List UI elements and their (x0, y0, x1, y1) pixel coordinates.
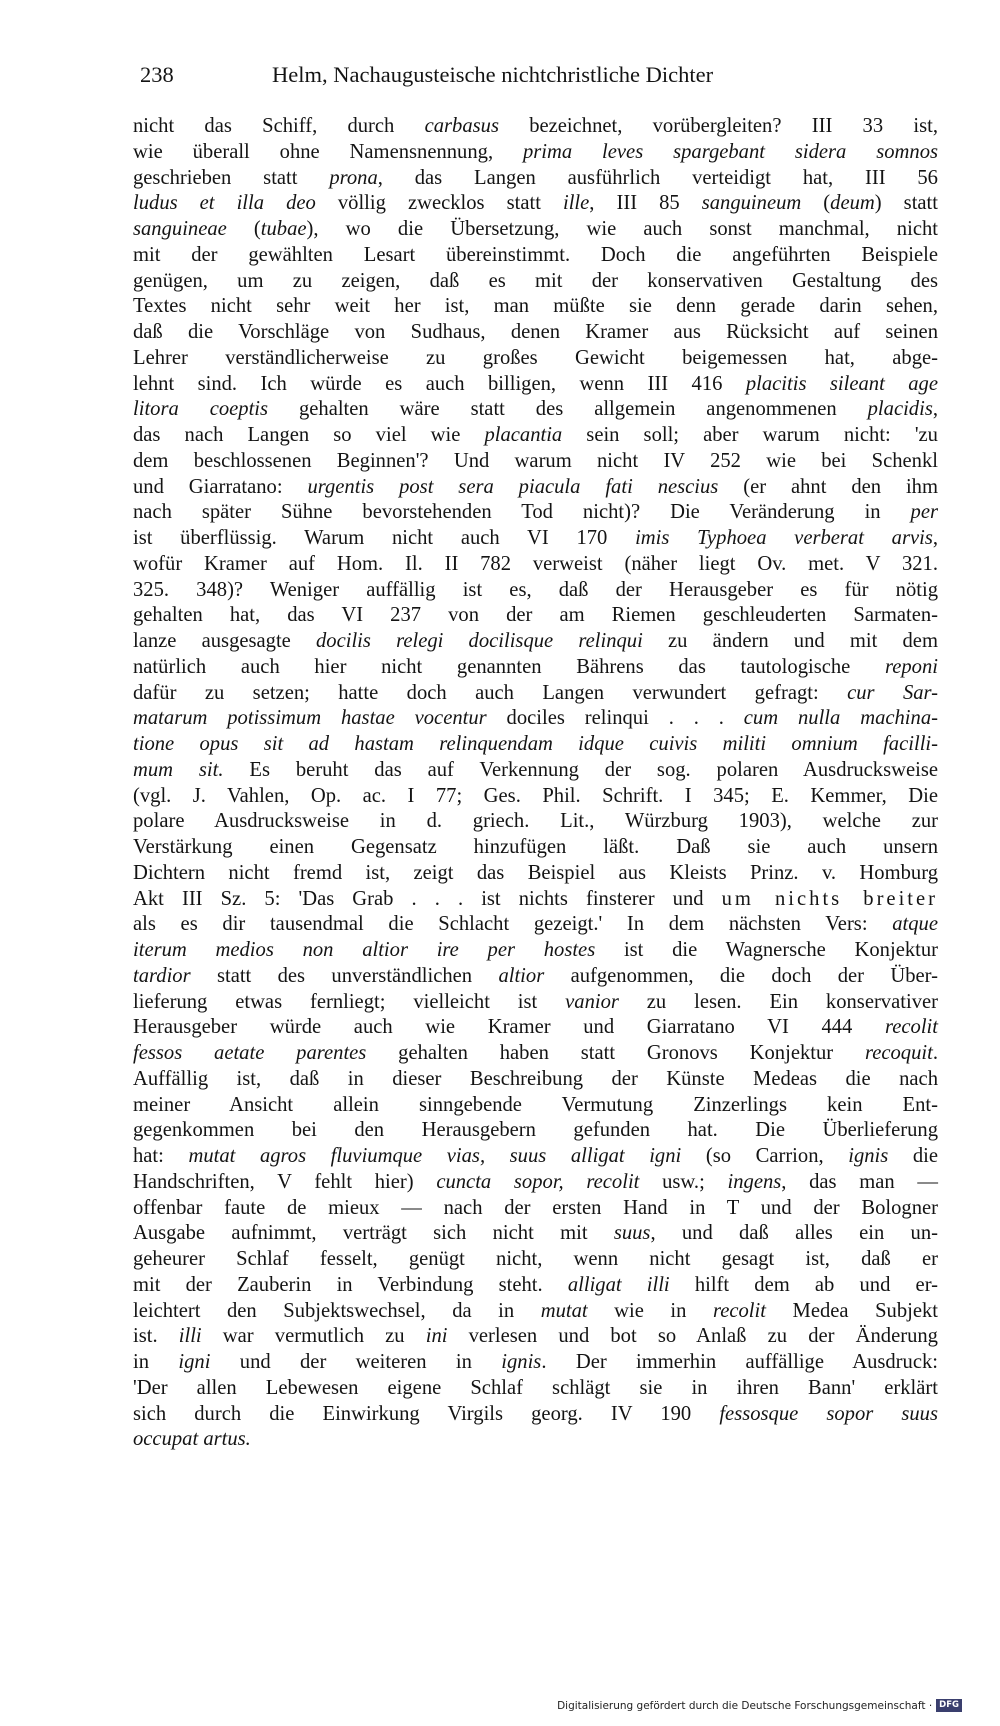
italic-text: prima leves spargebant sidera somnos (522, 140, 939, 163)
text-segment: offenbar faute de mieux — nach der ersten Hand in T und der Bologner (133, 1196, 938, 1219)
italic-text: docilis relegi docilisque relinqui (316, 630, 643, 652)
text-segment: ist die Wagnersche Konjektur (595, 939, 939, 961)
text-line (133, 681, 938, 707)
text-segment: (er ahnt den ihm (718, 475, 938, 498)
text-segment: Auffällig ist, daß in dieser Beschreibung der Künste Medeas die nach (133, 1067, 938, 1090)
text-segment: geheurer Schlaf fesselt, genügt nicht, wenn nicht gesagt ist, daß er (133, 1248, 938, 1270)
text-segment: dafür zu setzen; hatte doch auch Langen verwundert gefragt: (133, 681, 848, 704)
text-line (133, 1118, 938, 1144)
italic-text: cum nulla machina- (743, 707, 938, 730)
text-segment: sich durch die Einwirkung Virgils georg. IV 190 (133, 1402, 720, 1425)
italic-text: ingens (727, 1170, 782, 1193)
text-line (133, 269, 938, 295)
text-segment: war vermutlich zu (201, 1325, 426, 1348)
text-line (133, 346, 938, 372)
italic-text: ille (562, 192, 590, 215)
text-line (133, 706, 938, 732)
italic-text: tubae (260, 218, 307, 240)
text-line (133, 166, 938, 192)
text-segment: in (133, 1351, 179, 1373)
italic-text: illi (178, 1325, 202, 1348)
italic-text: prona (329, 166, 378, 189)
text-line (133, 1170, 938, 1196)
page-number: 238 (140, 62, 174, 87)
text-line (133, 243, 938, 269)
italic-text: sanguineae (133, 218, 227, 240)
text-line (133, 758, 938, 784)
text-line (133, 1015, 938, 1041)
text-line (133, 423, 938, 449)
text-segment: Es beruht das auf Verkennung der sog. polaren Ausdrucksweise (223, 758, 938, 781)
text-line (133, 372, 938, 398)
italic-text: placantia (484, 424, 563, 446)
text-segment: , III 85 (589, 192, 702, 215)
text-segment: aufgenommen, die doch der Über- (544, 964, 938, 987)
text-line (133, 1041, 938, 1067)
italic-text: alligat illi (567, 1273, 670, 1296)
text-segment: . Der immerhin auffällige Ausdruck: (541, 1351, 938, 1373)
text-segment: statt des unverständlichen (190, 964, 499, 987)
text-segment: Dichtern nicht fremd ist, zeigt das Beispiel aus Kleists Prinz. v. Homburg (133, 861, 938, 884)
text-segment: polare Ausdrucksweise in d. griech. Lit., Würzburg 1903), welche zur (133, 810, 938, 833)
running-head (140, 60, 940, 90)
text-segment: wie in (587, 1299, 713, 1322)
text-segment: wie überall ohne Namensnennung, (133, 140, 523, 163)
text-segment: Handschriften, V fehlt hier) (133, 1170, 437, 1193)
italic-text: fessos aetate parentes (133, 1042, 367, 1064)
text-segment: ( (226, 218, 261, 240)
text-segment: nicht das Schiff, durch (133, 115, 425, 137)
text-line (133, 655, 938, 681)
text-segment: zu ändern und mit dem (642, 630, 938, 652)
text-line (133, 938, 938, 964)
italic-text: urgentis post sera piacula fati nescius (307, 475, 719, 498)
text-segment: als es dir tausendmal die Schlacht gezeigt.' In dem nächsten Vers: (133, 913, 893, 936)
text-line (133, 887, 938, 913)
text-segment: zu lesen. Ein konservativer (618, 990, 938, 1013)
italic-text: carbasus (424, 115, 499, 137)
italic-text: suus (613, 1222, 651, 1245)
text-segment: Lehrer verständlicherweise zu großes Gewicht beigemessen hat, abge- (133, 346, 938, 369)
text-segment: sein soll; aber warum nicht: 'zu (562, 424, 938, 446)
text-segment: Ausgabe aufnimmt, verträgt sich nicht mit (133, 1222, 614, 1245)
text-segment: lieferung etwas fernliegt; vielleicht ist (133, 990, 566, 1013)
text-line (133, 217, 938, 243)
italic-text: ini (425, 1325, 448, 1348)
text-segment: , und daß alles ein un- (650, 1222, 938, 1245)
text-segment: lanze ausgesagte (133, 630, 316, 652)
italic-text: igni (178, 1351, 211, 1373)
text-line (133, 397, 938, 423)
text-segment: , (932, 398, 938, 421)
text-segment: ( (801, 192, 831, 215)
italic-text: atque (892, 913, 938, 936)
text-line (133, 990, 938, 1016)
text-segment: , das Langen ausführlich verteidigt hat, III 56 (377, 166, 938, 189)
text-segment: gehalten wäre statt des allgemein angenommenen (268, 398, 868, 421)
text-line (133, 1196, 938, 1222)
text-segment: (vgl. J. Vahlen, Op. ac. I 77; Ges. Phil. Schrift. I 345; E. Kemmer, Die (133, 784, 938, 807)
text-segment: Medea Subjekt (765, 1299, 938, 1322)
text-segment: natürlich auch hier nicht genannten Bährens das tautologische (133, 655, 885, 678)
text-segment: die (888, 1145, 939, 1167)
text-line (133, 1273, 938, 1299)
italic-text: mutat (540, 1299, 588, 1322)
text-segment: ist überflüssig. Warum nicht auch VI 170 (133, 527, 636, 549)
text-line (133, 526, 938, 552)
body-paragraph (133, 114, 938, 1453)
italic-text: reponi (884, 655, 938, 678)
text-line (133, 114, 938, 140)
italic-text: per (910, 501, 938, 524)
text-segment: völlig zwecklos statt (315, 192, 563, 215)
footer-credit (557, 1699, 962, 1712)
text-segment: und der weiteren in (210, 1351, 502, 1373)
text-segment: ), wo die Übersetzung, wie auch sonst manchmal, nicht (306, 218, 938, 240)
text-segment: lehnt sind. Ich würde es auch billigen, wenn III 416 (133, 372, 746, 395)
running-title: Helm, Nachaugusteische nichtchristliche Dichter (272, 62, 714, 87)
body-text (133, 114, 938, 1453)
text-line (133, 552, 938, 578)
text-line (133, 140, 938, 166)
text-line (133, 578, 938, 604)
italic-text: ignis (848, 1145, 889, 1167)
text-segment: hat: (133, 1145, 189, 1167)
text-segment: hilft dem ab und er- (669, 1273, 938, 1296)
text-line (133, 1093, 938, 1119)
italic-text: cur Sar- (847, 681, 939, 704)
text-line (133, 912, 938, 938)
text-line (133, 1427, 938, 1453)
text-segment: . (932, 1042, 938, 1064)
text-segment: , (932, 527, 938, 549)
text-line (133, 320, 938, 346)
text-line (133, 449, 938, 475)
text-line (133, 294, 938, 320)
dfg-logo: DFG (936, 1699, 962, 1712)
text-segment: und Giarratano: (133, 475, 308, 498)
text-segment: bezeichnet, vorübergleiten? III 33 ist, (498, 115, 938, 137)
text-line (133, 1324, 938, 1350)
italic-text: placitis sileant age (745, 372, 938, 395)
text-line (133, 500, 938, 526)
italic-text: ignis (501, 1351, 542, 1373)
text-segment: dociles relinqui . . . (486, 707, 744, 730)
text-line (133, 835, 938, 861)
text-segment: , das man — (781, 1170, 939, 1193)
text-line (133, 732, 938, 758)
italic-text: altior (498, 964, 545, 987)
italic-text: recolit (885, 1016, 938, 1039)
italic-text: fessosque sopor suus (719, 1402, 938, 1425)
text-segment: wofür Kramer auf Hom. Il. II 782 verweist (näher liegt Ov. met. V 321. (133, 552, 938, 575)
italic-text: recolit (712, 1299, 766, 1322)
text-segment: das nach Langen so viel wie (133, 424, 485, 446)
text-segment: gegenkommen bei den Herausgebern gefunden hat. Die Überlieferung (133, 1119, 938, 1142)
text-segment: Verstärkung einen Gegensatz hinzufügen läßt. Daß sie auch unsern (133, 836, 938, 858)
italic-text: deum (830, 192, 875, 215)
italic-text: cuncta sopor, recolit (436, 1170, 640, 1193)
text-segment: (so Carrion, (681, 1145, 849, 1167)
text-line (133, 1247, 938, 1273)
text-line (133, 603, 938, 629)
text-segment: dem beschlossenen Beginnen'? Und warum nicht IV 252 wie bei Schenkl (133, 449, 938, 472)
text-line (133, 861, 938, 887)
italic-text: ludus et illa deo (133, 192, 316, 215)
italic-text: tione opus sit ad hastam relinquendam idque cuivis militi omnium facilli- (133, 733, 938, 755)
italic-text: imis Typhoea verberat arvis (635, 527, 933, 549)
text-segment: Akt III Sz. 5: 'Das Grab . . . ist nichts finsterer und (133, 887, 722, 910)
text-segment: ist. (133, 1325, 179, 1348)
text-segment: usw.; (639, 1170, 728, 1193)
text-segment: leichtert den Subjektswechsel, da in (133, 1299, 541, 1322)
italic-text: vanior (565, 990, 619, 1013)
italic-text: tardior (133, 964, 191, 987)
digitization-credit: Digitalisierung gefördert durch die Deutsche Forschungsgemeinschaft · (557, 1699, 933, 1712)
text-line (133, 964, 938, 990)
text-segment: mit der gewählten Lesart übereinstimmt. Doch die angeführten Beispiele (133, 243, 938, 266)
text-segment: mit der Zauberin in Verbindung steht. (133, 1273, 568, 1296)
text-segment: 325. 348)? Weniger auffällig ist es, daß der Herausgeber es für nötig (133, 578, 938, 601)
text-segment: verlesen und bot so Anlaß zu der Änderung (447, 1325, 938, 1348)
text-line (133, 1144, 938, 1170)
text-line (133, 629, 938, 655)
text-line (133, 1402, 938, 1428)
italic-text: placidis (867, 398, 933, 421)
italic-text: mutat agros fluviumque vias, suus alligat igni (188, 1145, 682, 1167)
text-segment: geschrieben statt (133, 166, 330, 189)
italic-text: recoquit (864, 1042, 933, 1064)
text-segment: Herausgeber würde auch wie Kramer und Giarratano VI 444 (133, 1016, 885, 1039)
text-line (133, 191, 938, 217)
text-line (133, 809, 938, 835)
italic-text: mum sit. (133, 758, 224, 781)
spaced-text: um nichts breiter (721, 887, 939, 910)
text-segment: ) statt (874, 192, 938, 215)
italic-text: sanguineum (701, 192, 802, 215)
italic-text: iterum medios non altior ire per hostes (133, 939, 596, 961)
text-segment: meiner Ansicht allein sinngebende Vermutung Zinzerlings kein Ent- (133, 1093, 938, 1116)
text-line (133, 1067, 938, 1093)
text-segment: genügen, um zu zeigen, daß es mit der konservativen Gestaltung des (133, 269, 938, 292)
text-segment: nach später Sühne bevorstehenden Tod nicht)? Die Veränderung in (133, 501, 911, 524)
italic-text: occupat artus. (133, 1428, 251, 1451)
text-segment: Textes nicht sehr weit her ist, man müßte sie denn gerade darin sehen, (133, 295, 938, 318)
text-line (133, 784, 938, 810)
text-segment: 'Der allen Lebewesen eigene Schlaf schlägt sie in ihren Bann' erklärt (133, 1376, 938, 1399)
text-line (133, 1350, 938, 1376)
text-line (133, 1376, 938, 1402)
text-segment: gehalten haben statt Gronovs Konjektur (366, 1042, 865, 1064)
text-line (133, 1221, 938, 1247)
italic-text: matarum potissimum hastae vocentur (133, 707, 487, 730)
text-segment: daß die Vorschläge von Sudhaus, denen Kramer aus Rücksicht auf seinen (133, 321, 938, 343)
text-segment: gehalten hat, das VI 237 von der am Riemen geschleuderten Sarmaten- (133, 604, 938, 627)
italic-text: litora coeptis (133, 398, 269, 421)
text-line (133, 1299, 938, 1325)
text-line (133, 475, 938, 501)
